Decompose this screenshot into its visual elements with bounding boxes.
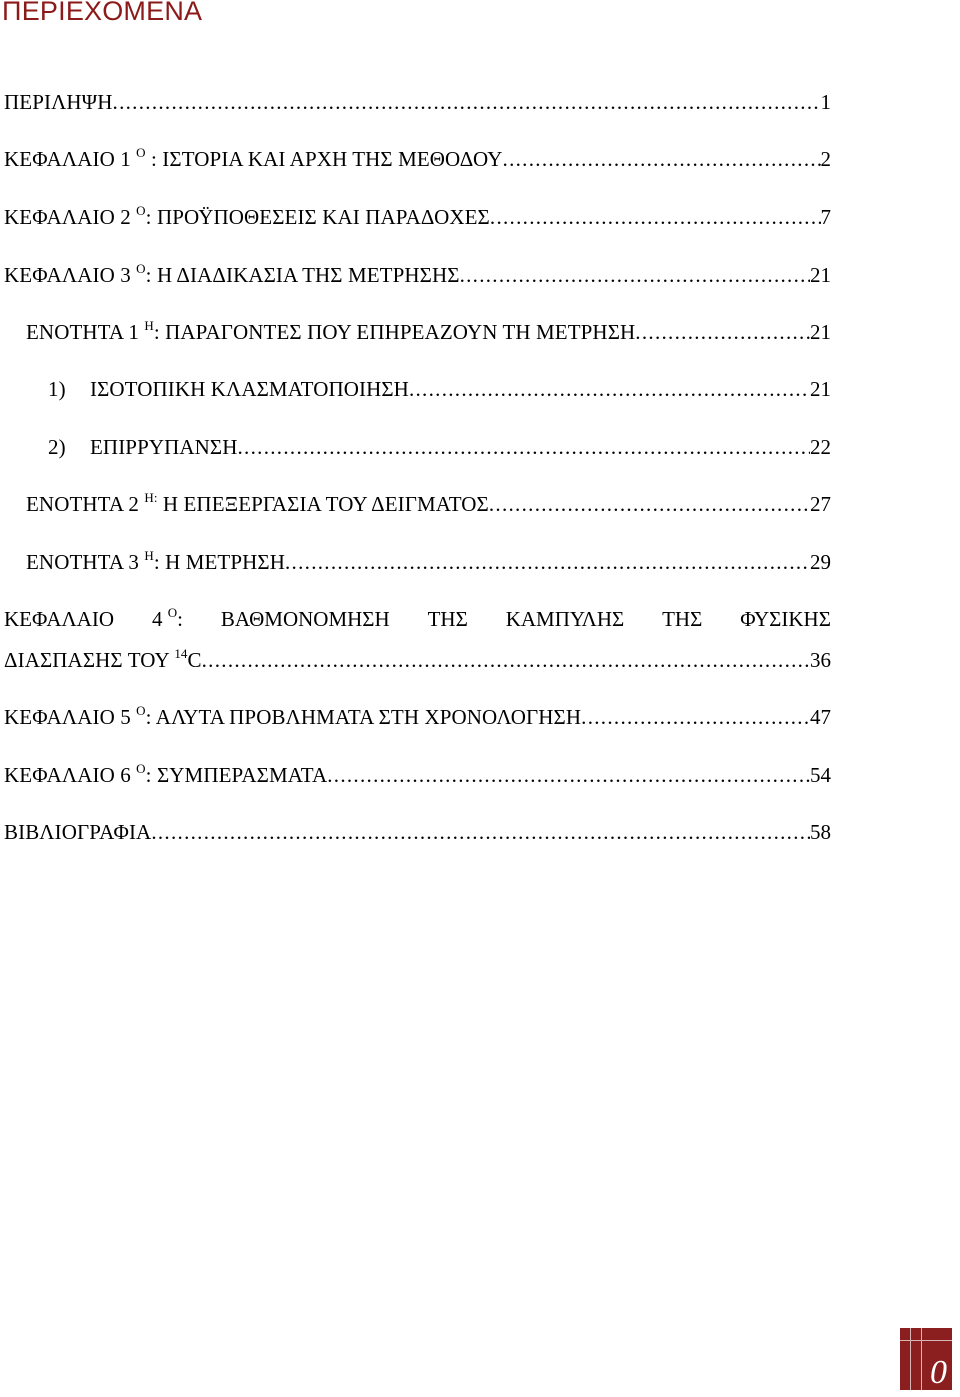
- toc-page-number: 54: [810, 763, 831, 787]
- toc-entry-title: ΚΕΦΑΛΑΙΟ 1 $^O$ : ΙΣΤΟΡΙΑ ΚΑΙ ΑΡΧΗ ΤΗΣ ΜΕΘΟΔΟΥ: [4, 146, 503, 171]
- toc-page-number: 2: [820, 147, 831, 171]
- toc-page-number: 21: [810, 377, 831, 401]
- toc-leader-dots: [409, 376, 810, 402]
- toc-entry-chapter-3[interactable]: [4, 262, 831, 288]
- toc-entry-title: ΚΕΦΑΛΑΙΟ 6 $^O$: ΣΥΜΠΕΡΑΣΜΑΤΑ: [4, 762, 328, 787]
- toc-word: ΚΑΜΠΥΛΗΣ: [505, 607, 625, 631]
- toc-page-number: 22: [810, 435, 831, 459]
- toc-entry-section-1[interactable]: [26, 319, 831, 345]
- toc-entry-title: ΚΕΦΑΛΑΙΟ 2 $^O$: ΠΡΟΫΠΟΘΕΣΕΙΣ ΚΑΙ ΠΑΡΑΔΟΧΕΣ: [4, 204, 490, 229]
- toc-leader-dots: [489, 491, 810, 517]
- toc-leader-dots: [238, 434, 811, 460]
- toc-entry-title: ΚΕΦΑΛΑΙΟ 5 $^O$: ΑΛΥΤΑ ΠΡΟΒΛΗΜΑΤΑ ΣΤΗ ΧΡΟΝΟΛΟΓΗΣΗ: [4, 704, 582, 729]
- toc-leader-dots: [503, 146, 821, 172]
- page-title: ΠΕΡΙΕΧΟΜΕΝΑ: [2, 0, 203, 26]
- toc-leader-dots: [327, 762, 810, 788]
- toc-page-number: 29: [810, 550, 831, 574]
- toc-leader-dots: [151, 819, 810, 845]
- toc-entry-chapter-5[interactable]: [4, 704, 831, 730]
- toc-word: ΤΗΣ: [427, 607, 468, 631]
- logo-glyph: 0: [930, 1354, 947, 1390]
- toc-entry-section-2[interactable]: [26, 491, 831, 517]
- toc-entry-chapter-4-line-1[interactable]: [4, 606, 831, 632]
- toc-entry-bibliography[interactable]: [4, 819, 831, 845]
- toc-word: ΤΗΣ: [662, 607, 703, 631]
- toc-entry-title: ΕΝΟΤΗΤΑ 2 $^{H:}$ Η ΕΠΕΞΕΡΓΑΣΙΑ ΤΟΥ ΔΕΙΓΜΑΤΟΣ: [26, 491, 489, 516]
- toc-entry-title: ΔΙΑΣΠΑΣΗΣ ΤΟΥ $^{14}$C: [4, 647, 202, 672]
- toc-item-number: 1): [48, 377, 66, 401]
- toc-entry-summary[interactable]: [4, 89, 831, 115]
- toc-entry-chapter-1[interactable]: [4, 146, 831, 172]
- toc-page-number: 7: [820, 205, 831, 229]
- toc-page-number: 36: [810, 648, 831, 672]
- toc-page-number: 1: [820, 90, 831, 114]
- toc-page-number: 47: [810, 705, 831, 729]
- toc-entry-item-2[interactable]: [48, 434, 831, 460]
- page-number-logo-icon: [900, 1328, 952, 1390]
- toc-word: 4 $^O$:: [151, 605, 183, 631]
- toc-page-number: 27: [810, 492, 831, 516]
- toc-page-number: 21: [810, 320, 831, 344]
- toc-entry-section-3[interactable]: [26, 549, 831, 575]
- toc-word: ΦΥΣΙΚΗΣ: [740, 607, 831, 631]
- toc-entry-item-1[interactable]: [48, 376, 831, 402]
- toc-entry-title: 1) ΙΣΟΤΟΠΙΚΗ ΚΛΑΣΜΑΤΟΠΟΙΗΣΗ: [48, 377, 409, 401]
- toc-entry-title: ΕΝΟΤΗΤΑ 3 $^H$: Η ΜΕΤΡΗΣΗ: [26, 549, 285, 574]
- toc-word: ΒΑΘΜΟΝΟΜΗΣΗ: [220, 607, 390, 631]
- toc-entry-chapter-4-line-2[interactable]: [4, 647, 831, 673]
- toc-leader-dots: [285, 549, 810, 575]
- toc-leader-dots: [635, 319, 810, 345]
- toc-entry-chapter-6[interactable]: [4, 762, 831, 788]
- toc-leader-dots: [202, 647, 810, 673]
- toc-page-number: 58: [810, 820, 831, 844]
- toc-entry-title: ΠΕΡΙΛΗΨΗ: [4, 90, 113, 114]
- toc-entry-title: 2) ΕΠΙΡΡΥΠΑΝΣΗ: [48, 435, 238, 459]
- toc-item-number: 2): [48, 435, 66, 459]
- toc-entry-chapter-2[interactable]: [4, 204, 831, 230]
- toc-leader-dots: [490, 204, 821, 230]
- toc-page-number: 21: [810, 263, 831, 287]
- toc-entry-title: ΚΕΦΑΛΑΙΟ 3 $^O$: Η ΔΙΑΔΙΚΑΣΙΑ ΤΗΣ ΜΕΤΡΗΣΗΣ: [4, 262, 460, 287]
- toc-word: ΚΕΦΑΛΑΙΟ: [4, 607, 115, 631]
- toc-leader-dots: [460, 262, 810, 288]
- toc-leader-dots: [113, 89, 821, 115]
- toc-entry-title: ΒΙΒΛΙΟΓΡΑΦΙΑ: [4, 820, 152, 844]
- toc-entry-title: ΕΝΟΤΗΤΑ 1 $^H$: ΠΑΡΑΓΟΝΤΕΣ ΠΟΥ ΕΠΗΡΕΑΖΟΥΝ ΤΗ ΜΕΤΡΗΣΗ: [26, 319, 636, 344]
- toc-leader-dots: [581, 704, 810, 730]
